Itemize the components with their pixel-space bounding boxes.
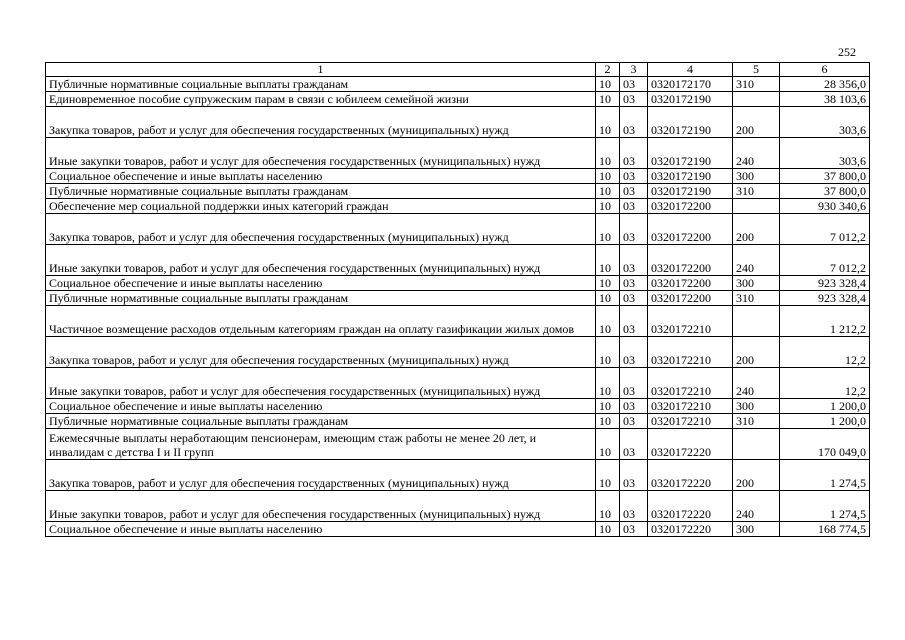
row-target-article: 0320172210 xyxy=(648,368,733,399)
row-amount: 12,2 xyxy=(780,368,870,399)
row-section: 10 xyxy=(596,368,620,399)
row-amount: 930 340,6 xyxy=(780,199,870,214)
row-subsection: 03 xyxy=(620,138,648,169)
table-row xyxy=(46,291,870,306)
row-name: Закупка товаров, работ и услуг для обеспечения государственных (муниципальных) нужд xyxy=(46,107,596,138)
row-subsection: 03 xyxy=(620,291,648,306)
row-expense-type: 300 xyxy=(733,276,780,291)
row-section: 10 xyxy=(596,199,620,214)
row-amount: 7 012,2 xyxy=(780,245,870,276)
table-row xyxy=(46,399,870,414)
column-header-subsection: 3 xyxy=(620,63,648,77)
row-expense-type: 240 xyxy=(733,245,780,276)
row-section: 10 xyxy=(596,522,620,537)
table-row xyxy=(46,199,870,214)
column-header-amount: 6 xyxy=(780,63,870,77)
header-row xyxy=(46,63,870,77)
row-subsection: 03 xyxy=(620,337,648,368)
row-section: 10 xyxy=(596,491,620,522)
table-row xyxy=(46,245,870,276)
table-row xyxy=(46,522,870,537)
row-name: Закупка товаров, работ и услуг для обеспечения государственных (муниципальных) нужд xyxy=(46,337,596,368)
row-amount: 303,6 xyxy=(780,107,870,138)
table-body xyxy=(46,77,870,537)
row-target-article: 0320172220 xyxy=(648,429,733,460)
row-amount: 170 049,0 xyxy=(780,429,870,460)
column-header-expense-type: 5 xyxy=(733,63,780,77)
table-row xyxy=(46,107,870,138)
row-subsection: 03 xyxy=(620,169,648,184)
row-name: Публичные нормативные социальные выплаты гражданам xyxy=(46,77,596,92)
row-target-article: 0320172200 xyxy=(648,291,733,306)
row-target-article: 0320172190 xyxy=(648,169,733,184)
row-subsection: 03 xyxy=(620,184,648,199)
row-name: Иные закупки товаров, работ и услуг для обеспечения государственных (муниципальных) нужд xyxy=(46,245,596,276)
row-subsection: 03 xyxy=(620,214,648,245)
row-subsection: 03 xyxy=(620,491,648,522)
row-name: Социальное обеспечение и иные выплаты населению xyxy=(46,399,596,414)
row-expense-type: 310 xyxy=(733,184,780,199)
row-expense-type: 240 xyxy=(733,368,780,399)
row-target-article: 0320172210 xyxy=(648,306,733,337)
row-subsection: 03 xyxy=(620,276,648,291)
row-expense-type: 200 xyxy=(733,460,780,491)
row-expense-type: 200 xyxy=(733,214,780,245)
row-section: 10 xyxy=(596,276,620,291)
table-row xyxy=(46,337,870,368)
row-expense-type xyxy=(733,306,780,337)
row-section: 10 xyxy=(596,184,620,199)
row-expense-type: 240 xyxy=(733,491,780,522)
row-section: 10 xyxy=(596,414,620,429)
row-section: 10 xyxy=(596,214,620,245)
row-expense-type xyxy=(733,199,780,214)
row-target-article: 0320172220 xyxy=(648,491,733,522)
row-subsection: 03 xyxy=(620,460,648,491)
row-subsection: 03 xyxy=(620,399,648,414)
table-row xyxy=(46,92,870,107)
column-header-section: 2 xyxy=(596,63,620,77)
row-amount: 38 103,6 xyxy=(780,92,870,107)
row-name: Иные закупки товаров, работ и услуг для обеспечения государственных (муниципальных) нужд xyxy=(46,491,596,522)
row-amount: 923 328,4 xyxy=(780,291,870,306)
row-target-article: 0320172200 xyxy=(648,214,733,245)
row-subsection: 03 xyxy=(620,522,648,537)
row-section: 10 xyxy=(596,92,620,107)
table-row xyxy=(46,306,870,337)
row-subsection: 03 xyxy=(620,306,648,337)
row-name: Публичные нормативные социальные выплаты гражданам xyxy=(46,291,596,306)
row-expense-type: 310 xyxy=(733,414,780,429)
row-target-article: 0320172170 xyxy=(648,77,733,92)
row-target-article: 0320172210 xyxy=(648,399,733,414)
row-name: Обеспечение мер социальной поддержки иных категорий граждан xyxy=(46,199,596,214)
row-amount: 923 328,4 xyxy=(780,276,870,291)
row-name: Частичное возмещение расходов отдельным категориям граждан на оплату газификации жилых домов xyxy=(46,306,596,337)
row-name: Иные закупки товаров, работ и услуг для обеспечения государственных (муниципальных) нужд xyxy=(46,138,596,169)
row-expense-type: 310 xyxy=(733,77,780,92)
row-amount: 1 212,2 xyxy=(780,306,870,337)
row-target-article: 0320172190 xyxy=(648,138,733,169)
row-subsection: 03 xyxy=(620,368,648,399)
row-section: 10 xyxy=(596,460,620,491)
row-subsection: 03 xyxy=(620,245,648,276)
row-subsection: 03 xyxy=(620,414,648,429)
row-subsection: 03 xyxy=(620,77,648,92)
row-name: Единовременное пособие супружеским парам в связи с юбилеем семейной жизни xyxy=(46,92,596,107)
row-section: 10 xyxy=(596,107,620,138)
row-subsection: 03 xyxy=(620,92,648,107)
row-expense-type: 300 xyxy=(733,399,780,414)
row-name: Иные закупки товаров, работ и услуг для обеспечения государственных (муниципальных) нужд xyxy=(46,368,596,399)
table-row xyxy=(46,169,870,184)
table-row xyxy=(46,214,870,245)
row-expense-type xyxy=(733,429,780,460)
table-row xyxy=(46,491,870,522)
row-section: 10 xyxy=(596,138,620,169)
row-name: Публичные нормативные социальные выплаты гражданам xyxy=(46,184,596,199)
row-name: Публичные нормативные социальные выплаты гражданам xyxy=(46,414,596,429)
row-target-article: 0320172190 xyxy=(648,184,733,199)
row-target-article: 0320172190 xyxy=(648,92,733,107)
table-row xyxy=(46,460,870,491)
row-expense-type: 240 xyxy=(733,138,780,169)
row-target-article: 0320172220 xyxy=(648,522,733,537)
column-header-target-article: 4 xyxy=(648,63,733,77)
table-row xyxy=(46,77,870,92)
table-row xyxy=(46,184,870,199)
row-name: Социальное обеспечение и иные выплаты населению xyxy=(46,522,596,537)
row-amount: 7 012,2 xyxy=(780,214,870,245)
row-name: Социальное обеспечение и иные выплаты населению xyxy=(46,276,596,291)
row-amount: 37 800,0 xyxy=(780,169,870,184)
table-row xyxy=(46,429,870,460)
row-target-article: 0320172200 xyxy=(648,245,733,276)
table-row xyxy=(46,368,870,399)
row-section: 10 xyxy=(596,291,620,306)
row-amount: 1 200,0 xyxy=(780,414,870,429)
row-expense-type: 200 xyxy=(733,107,780,138)
row-expense-type xyxy=(733,92,780,107)
table-row xyxy=(46,276,870,291)
row-section: 10 xyxy=(596,429,620,460)
row-amount: 168 774,5 xyxy=(780,522,870,537)
row-section: 10 xyxy=(596,77,620,92)
row-subsection: 03 xyxy=(620,429,648,460)
row-amount: 1 274,5 xyxy=(780,460,870,491)
row-target-article: 0320172210 xyxy=(648,414,733,429)
row-amount: 12,2 xyxy=(780,337,870,368)
row-amount: 303,6 xyxy=(780,138,870,169)
row-amount: 28 356,0 xyxy=(780,77,870,92)
row-section: 10 xyxy=(596,306,620,337)
page-number: 252 xyxy=(838,45,856,59)
row-name: Закупка товаров, работ и услуг для обеспечения государственных (муниципальных) нужд xyxy=(46,460,596,491)
column-header-name: 1 xyxy=(46,63,596,77)
row-expense-type: 300 xyxy=(733,522,780,537)
row-amount: 1 200,0 xyxy=(780,399,870,414)
table-row xyxy=(46,414,870,429)
row-amount: 1 274,5 xyxy=(780,491,870,522)
row-name: Закупка товаров, работ и услуг для обеспечения государственных (муниципальных) нужд xyxy=(46,214,596,245)
row-section: 10 xyxy=(596,399,620,414)
table-row xyxy=(46,138,870,169)
row-expense-type: 200 xyxy=(733,337,780,368)
row-target-article: 0320172220 xyxy=(648,460,733,491)
row-target-article: 0320172190 xyxy=(648,107,733,138)
budget-table xyxy=(45,62,870,537)
row-section: 10 xyxy=(596,245,620,276)
row-subsection: 03 xyxy=(620,107,648,138)
row-expense-type: 300 xyxy=(733,169,780,184)
row-amount: 37 800,0 xyxy=(780,184,870,199)
row-name: Ежемесячные выплаты неработающим пенсионерам, имеющим стаж работы не менее 20 лет, и инвалидам с детства I и II групп xyxy=(46,429,596,460)
row-section: 10 xyxy=(596,337,620,368)
row-name: Социальное обеспечение и иные выплаты населению xyxy=(46,169,596,184)
row-target-article: 0320172200 xyxy=(648,276,733,291)
row-subsection: 03 xyxy=(620,199,648,214)
row-expense-type: 310 xyxy=(733,291,780,306)
row-target-article: 0320172200 xyxy=(648,199,733,214)
row-section: 10 xyxy=(596,169,620,184)
row-target-article: 0320172210 xyxy=(648,337,733,368)
